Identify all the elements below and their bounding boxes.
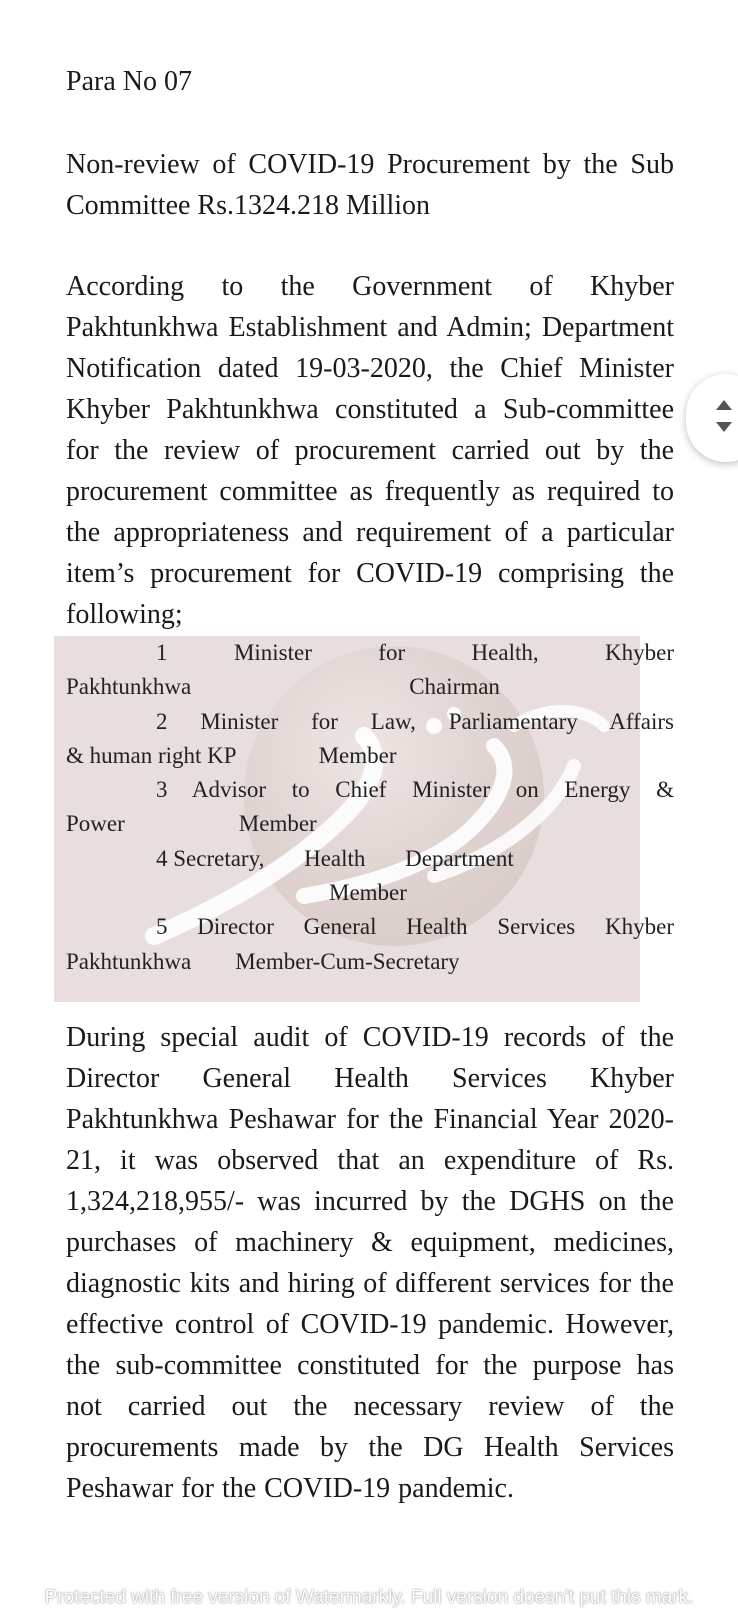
footer-watermark-text: Protected with free version of Watermarkly. Full version doesn't put this mark. [44, 1587, 694, 1608]
scroll-control-button[interactable] [686, 374, 738, 462]
arrow-up-icon[interactable] [716, 400, 732, 410]
para-heading: Non-review of COVID-19 Procurement by the Sub Committee Rs.1324.218 Million [66, 149, 674, 221]
member-role: Member [238, 811, 317, 837]
member-role: Member-Cum-Secretary [235, 948, 460, 974]
paragraph-intro: According to the Government of Khyber Pakhtunkhwa Establishment and Admin; Department Notification dated 19-03-2020, the Chief Minister Khyber Pakhtunkhwa constituted a Sub-committee for the review of procurement carried out by the procurement committee as frequently as required to the appropriateness and requirement of a particular item’s procurement for COVID-19 comprising the following; [66, 271, 674, 630]
committee-member-list [66, 636, 674, 979]
member-item: 3 Advisor to Chief Minister on Energy & Power Member [66, 777, 674, 837]
member-role: Chairman [409, 674, 500, 700]
member-item: 4 Secretary, Health Department Member [156, 845, 514, 906]
member-item: 2 Minister for Law, Parliamentary Affairs & human right KP Member [66, 708, 675, 768]
member-item: 5 Director General Health Services Khyber Pakhtunkhwa Member-Cum-Secretary [66, 914, 674, 974]
para-number: Para No 07 [66, 66, 192, 97]
paragraph-audit: During special audit of COVID-19 records of the Director General Health Services Khyber Pakhtunkhwa Peshawar for the Financial Year 2020-21, it was observed that an expenditure of Rs. 1,324,218,955/- was incurred by the DGHS on the purchases of machinery & equipment, medicines, diagnostic kits and hiring of different services for the effective control of COVID-19 pandemic. However, the sub-committee constituted for the purpose has not carried out the necessary review of the procurements made by the DG Health Services Peshawar for the COVID-19 pandemic. [66, 1022, 674, 1504]
member-role: Member [318, 742, 397, 768]
member-role: Member [329, 880, 407, 906]
member-item: 1 Minister for Health, Khyber Pakhtunkhwa Chairman [66, 640, 675, 700]
arrow-down-icon[interactable] [716, 422, 732, 432]
